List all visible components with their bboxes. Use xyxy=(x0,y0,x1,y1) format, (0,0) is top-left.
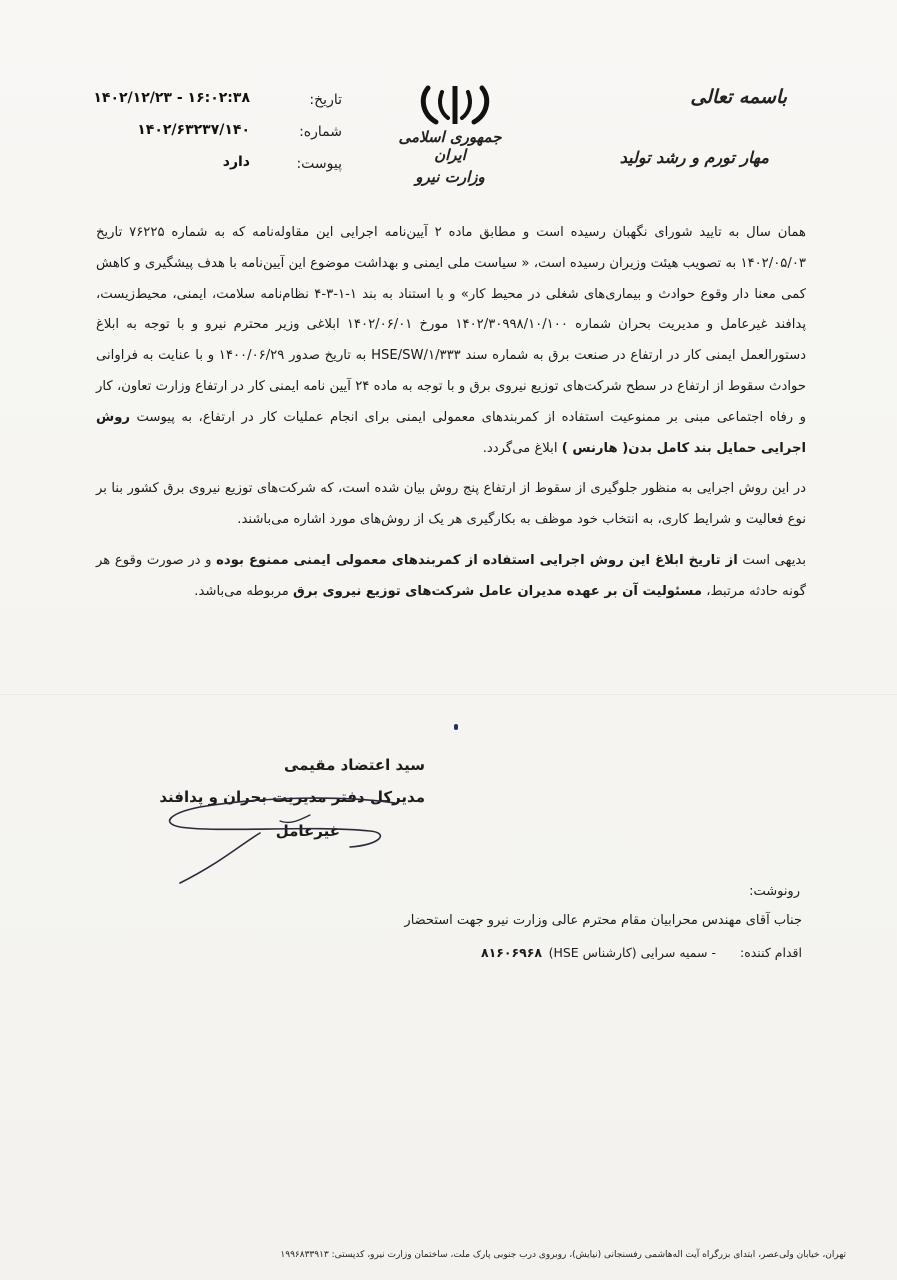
number-value: ۱۴۰۲/۶۳۲۳۷/۱۴۰ xyxy=(137,122,250,138)
paragraph-3-start: بدیهی است xyxy=(737,552,806,568)
paragraph-3-mid: و در صورت وقوع هر گونه حادثه مرتبط، xyxy=(96,552,806,599)
handwritten-signature-icon xyxy=(140,775,440,895)
attachment-value: دارد xyxy=(222,154,250,170)
number-label: شماره: xyxy=(299,124,342,140)
paragraph-3-emphasis-1: از تاریخ ابلاغ این روش اجرایی استفاده از کمربندهای معمولی ایمنی ممنوع بوده xyxy=(216,552,738,568)
date-value: ۱۴۰۲/۱۲/۲۳ - ۱۶:۰۲:۳۸ xyxy=(93,90,250,106)
cc-recipient: جناب آقای مهندس محرابیان مقام محترم عالی وزارت نیرو جهت استحضار xyxy=(404,913,802,928)
date-label: تاریخ: xyxy=(309,92,342,108)
paragraph-1 xyxy=(96,218,806,464)
signer-title-line-1: مدیرکل دفتر مدیریت بحران و پدافند xyxy=(159,788,425,806)
republic-title: جمهوری اسلامی ایران xyxy=(398,128,502,164)
ink-mark xyxy=(454,724,458,730)
action-by-phone: ۸۱۶۰۶۹۶۸ xyxy=(480,945,542,960)
paper-crease xyxy=(0,694,897,695)
paragraph-1-text: همان سال به تایید شورای نگهبان رسیده است و مطابق ماده ۲ آیین‌نامه اجرایی این مقاوله‌نامه که به شماره ۷۶۲۲۵ تاریخ ۱۴۰۲/۰۵/۰۳ به تصویب هیئت وزیران رسیده است، « سیاست ملی ایمنی و بهداشت موضوع این آیین‌نامه با هدف پیشگیری و کاهش کمی معنا دار وقوع حوادث و بیماری‌های شغلی در محیط کار» و با استناد به بند ۱-۱-۳-۴ نظام‌نامه سلامت، ایمنی، محیط‌زیست، پدافند غیرعامل و مدیریت بحران شماره ۱۴۰۲/۳۰۹۹۸/۱۰/۱۰۰ مورخ ۱۴۰۲/۰۶/۰۱ ابلاغی وزیر محترم نیرو و با توجه به ابلاغ دستورالعمل ایمنی کار در ارتفاع در صنعت برق به شماره سند ۳۳۳/HSE/SW/۱ به تاریخ صدور ۱۴۰۰/۰۶/۲۹ و با عنایت به فراوانی حوادث سقوط از ارتفاع در سطح شرکت‌های توزیع نیروی برق و با توجه به ماده ۲۴ آیین نامه ایمنی کار در ارتفاع وزارت تعاون، کار و رفاه اجتماعی مبنی بر ممنوعیت استفاده از کمربندهای معمولی ایمنی برای انجام عملیات کار در ارتفاع، به پیوست xyxy=(96,225,807,425)
paragraph-1-emphasis: روش اجرایی حمایل بند کامل بدن( هارنس ) xyxy=(96,409,806,456)
signer-name: سید اعتضاد مقیمی xyxy=(283,756,425,774)
signer-title-line-2: غیرعامل xyxy=(275,822,340,840)
letter-body xyxy=(96,218,806,618)
paragraph-3-end: مربوطه می‌باشد. xyxy=(194,583,293,599)
cc-label: رونوشت: xyxy=(749,884,800,899)
paragraph-2-text: در این روش اجرایی به منظور جلوگیری از سقوط از ارتفاع پنج روش بیان شده است، که شرکت‌های توزیع نیروی برق کشور بنا بر نوع فعالیت و شرایط کاری، به انتخاب خود موظف به بکارگیری هر یک از روش‌های مورد اشاره می‌باشند. xyxy=(96,481,806,528)
header-slogan: مهار تورم و رشد تولید xyxy=(619,148,769,167)
iran-emblem-icon xyxy=(418,84,492,126)
footer-address: تهران، خیابان ولی‌عصر، ابتدای بزرگراه آیت اله‌هاشمی رفسنجانی (نیایش)، روبروی درب جنوبی پارک ملت، ساختمان وزارت نیرو، کدپستی: ۱۹۹۶۸۳۳۹۱۳ xyxy=(280,1250,846,1260)
paragraph-2 xyxy=(96,474,806,536)
paragraph-3 xyxy=(96,546,806,608)
paragraph-3-emphasis-2: مسئولیت آن بر عهده مدیران عامل شرکت‌های توزیع نیروی برق xyxy=(292,583,703,599)
attachment-label: پیوست: xyxy=(296,156,342,172)
paragraph-1-end: ابلاغ می‌گردد. xyxy=(482,440,562,456)
action-by-label: اقدام کننده: xyxy=(739,945,802,960)
action-by-name: - سمیه سرایی (کارشناس HSE) xyxy=(548,945,716,960)
ministry-title: وزارت نیرو xyxy=(415,168,485,186)
header-motto: باسمه تعالی xyxy=(690,86,787,108)
